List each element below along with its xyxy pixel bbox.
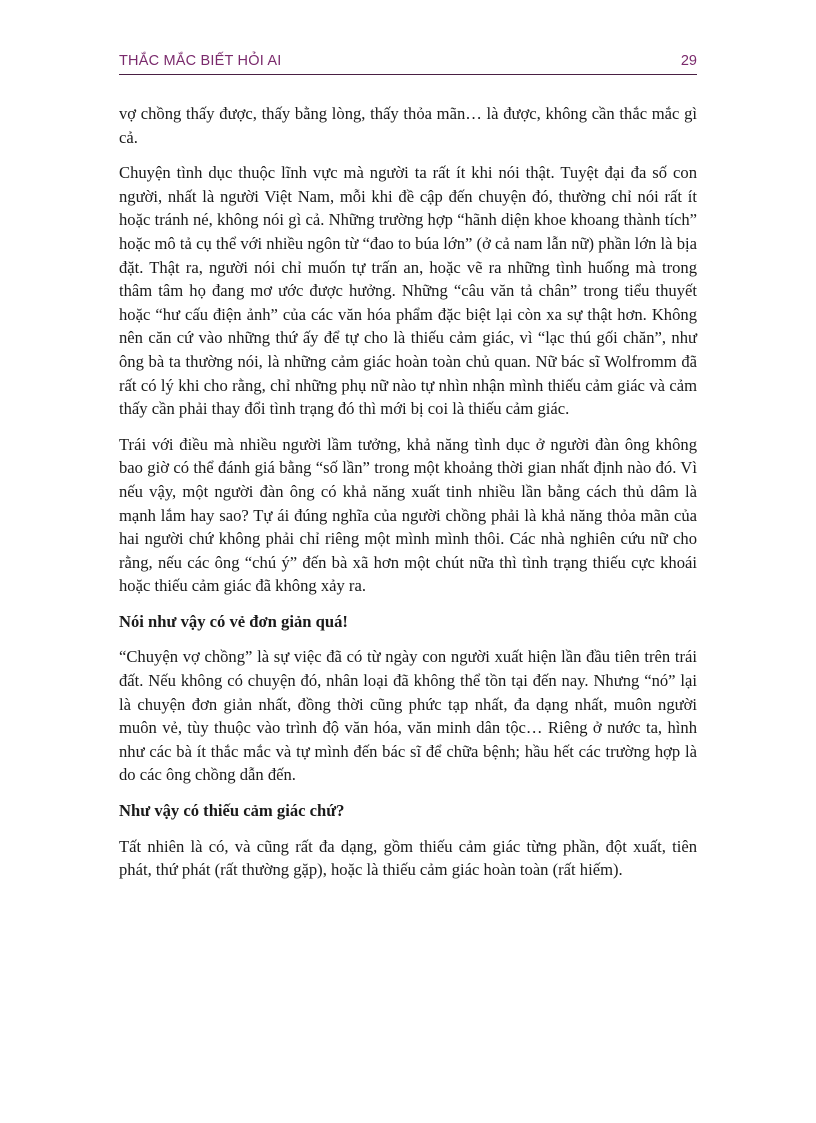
paragraph: “Chuyện vợ chồng” là sự việc đã có từ ngày con người xuất hiện lần đầu tiên trên trái đất. Nếu không có chuyện đó, nhân loại đã không thể tồn tại đến nay. Nhưng “nó” lại là chuyện đơn giản nhất, đồng thời cũng phức tạp nhất, đa dạng nhất, muôn người muôn vẻ, tùy thuộc vào trình độ văn hóa, văn minh dân tộc… Riêng ở nước ta, hình như các bà ít thắc mắc và tự mình đến bác sĩ để chữa bệnh; hầu hết các trường hợp là do các ông chồng dẫn đến. <box>119 647 697 785</box>
paragraph: Tất nhiên là có, và cũng rất đa dạng, gồm thiếu cảm giác từng phần, đột xuất, tiên phát, thứ phát (rất thường gặp), hoặc là thiếu cảm giác hoàn toàn (rất hiếm). <box>119 836 697 880</box>
page-number: 29 <box>680 53 697 69</box>
running-header <box>119 52 697 75</box>
page-body <box>119 102 697 894</box>
section-heading: Như vậy có thiếu cảm giác chứ? <box>119 801 345 821</box>
paragraph: Chuyện tình dục thuộc lĩnh vực mà người ta rất ít khi nói thật. Tuyệt đại đa số con người, nhất là người Việt Nam, mỗi khi đề cập đến chuyện đó, thường chỉ nói rất ít hoặc tránh né, không nói gì cả. Những trường hợp “hãnh diện khoe khoang thành tích” hoặc mô tả cụ thể với nhiều ngôn từ “đao to búa lớn” (ở cả nam lẫn nữ) phần lớn là bịa đặt. Thật ra, người nói chỉ muốn tự trấn an, hoặc vẽ ra những tình huống mà trong thâm tâm họ đang mơ ước được hưởng. Những “câu văn tả chân” trong tiểu thuyết hoặc “hư cấu điện ảnh” của các văn hóa phẩm đặc biệt lại còn xa sự thật hơn. Không nên căn cứ vào những thứ ấy để tự cho là thiếu cảm giác, vì “lạc thú gối chăn”, như ông bà ta thường nói, là những cảm giác hoàn toàn chủ quan. Nữ bác sĩ Wolfromm đã rất có lý khi cho rằng, chỉ những phụ nữ nào tự nhìn nhận mình thiếu cảm giác và cảm thấy cần phải thay đổi tình trạng đó thì mới bị coi là thiếu cảm giác. <box>119 163 697 419</box>
paragraph: vợ chồng thấy được, thấy bằng lòng, thấy thỏa mãn… là được, không cần thắc mắc gì cả. <box>119 104 697 147</box>
paragraph: Trái với điều mà nhiều người lầm tưởng, khả năng tình dục ở người đàn ông không bao giờ có thể đánh giá bằng “số lần” trong một khoảng thời gian nhất định nào đó. Vì nếu vậy, một người đàn ông có khả năng xuất tinh nhiều lần bằng cách thủ dâm là mạnh lắm hay sao? Tự ái đúng nghĩa của người chồng phải là khả năng thỏa mãn của hai người chứ không phải chỉ riêng một mình mình thôi. Các nhà nghiên cứu nữ cho rằng, nếu các ông “chú ý” đến bà xã hơn một chút nữa thì tình trạng thiếu cực khoái hoặc thiếu cảm giác đã không xảy ra. <box>119 434 697 596</box>
section-heading: Nói như vậy có vẻ đơn giản quá! <box>119 611 348 631</box>
running-header-title: THẮC MẮC BIẾT HỎI AI <box>119 53 282 69</box>
